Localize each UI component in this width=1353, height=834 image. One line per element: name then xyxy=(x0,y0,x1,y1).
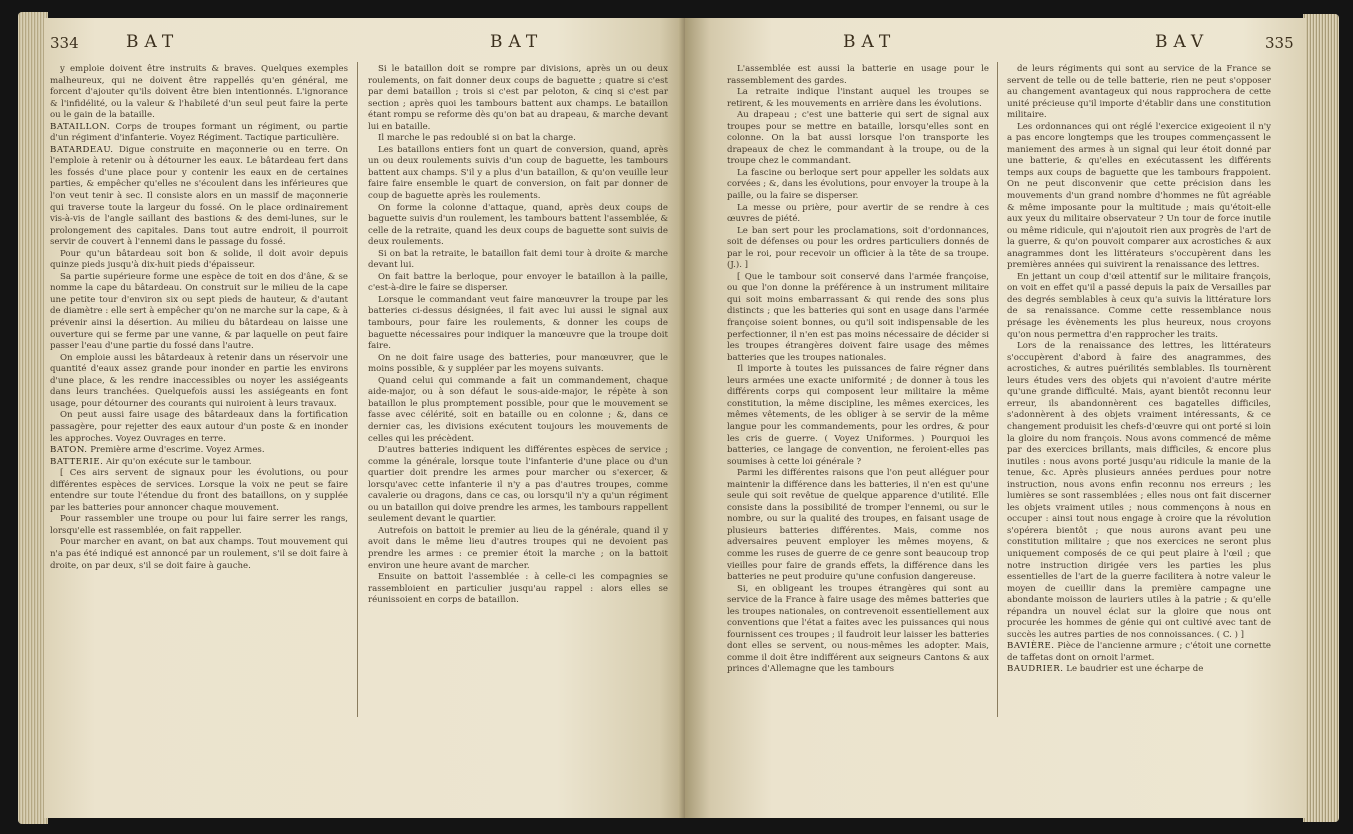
paragraph xyxy=(50,410,348,445)
paragraph xyxy=(368,572,668,607)
entry-headword: BATAILLON. xyxy=(50,121,111,132)
entry-headword: BATON. xyxy=(50,445,88,456)
column-rule xyxy=(997,62,998,717)
paragraph-text: L'assemblée est aussi la batterie en usage pour le rassemblement des gardes. xyxy=(727,64,989,86)
paragraph xyxy=(368,203,668,249)
paragraph-text: On forme la colonne d'attaque, quand, après deux coups de baguette suivis d'un roulement, les tambours battent l'assemblée, & celle de la retraite, quand les deux coups de baguette sont suivis de deux roulements. xyxy=(368,202,668,248)
paragraph-text: On peut aussi faire usage des bâtardeaux dans la fortification passagère, pour rejetter des eaux autour d'un poste & en inonder les approches. Voyez Ouvrages en terre. xyxy=(50,410,348,444)
paragraph xyxy=(50,353,348,411)
paragraph-text: Il importe à toutes les puissances de faire régner dans leurs armées une exacte uniformité ; de donner à tous les différents corps qui composent leur militaire la même constitution, la même discipline, les mêmes exercices, les mêmes vêtements, de les obliger à se servir de la même langue pour les commandements, pour les ordres, & pour les cris de guerre. ( Voyez Uniformes. ) Pourquoi les batteries, ce langage de convention, ne feroient-elles pas soumises à cette loi générale ? xyxy=(727,364,989,467)
paragraph-text: de leurs régiments qui sont au service de la France se servent de telle ou de telle batterie, rien ne peut s'opposer au changement avantageux qui nous rapprochera de cette unité précieuse qu'il importe d'établir dans une constitution militaire. xyxy=(1007,64,1271,121)
entry-headword: BAUDRIER. xyxy=(1007,664,1064,675)
paragraph xyxy=(1007,341,1271,641)
paragraph xyxy=(368,249,668,272)
paragraph xyxy=(50,445,348,457)
paragraph xyxy=(1007,272,1271,341)
paragraph xyxy=(368,145,668,203)
paragraph-text: Corps de troupes formant un régiment, ou partie d'un régiment d'infanterie. Voyez Régiment. Tactique particulière. xyxy=(50,121,348,144)
paragraph-text: La messe ou prière, pour avertir de se rendre à ces œuvres de piété. xyxy=(727,202,989,225)
paragraph-text: y emploie doivent être instruits & braves. Quelques exemples malheureux, qui ne doivent être rappellés qu'en général, me forcent d'ajouter qu'ils doivent être bien intentionnés. L'ignorance & l'infidélité, ou la valeur & l'habileté d'un seul peut faire la perte ou le gain de la bataille. xyxy=(50,64,348,121)
paragraph xyxy=(1007,64,1271,122)
paragraph-text: Pour rassembler une troupe ou pour lui faire serrer les rangs, lorsqu'elle est rassemblée, on fait rappeller. xyxy=(50,514,348,536)
paragraph-text: Si le bataillon doit se rompre par divisions, après un ou deux roulements, on fait donner deux coups de baguette ; quatre si c'est par demi bataillon ; trois si c'est par peloton, & cinq si c'est par section ; après quoi les tambours battent aux champs. Le bataillon étant rompu se reforme dès qu'on bat au drapeau, & marche devant lui en bataille. xyxy=(368,64,668,132)
left-page xyxy=(44,18,685,818)
paragraph xyxy=(727,226,989,272)
paragraph xyxy=(50,272,348,353)
paragraph-text: Les ordonnances qui ont réglé l'exercice exigeoient il n'y a pas encore longtemps que les troupes commençassent le maniement des armes à un signal qui leur étoit donné par une batterie, & qu'elles en exécutassent les différents temps aux coups de baguette que les tambours frappoient. On ne peut disconvenir que cette précision dans les mouvements d'un grand nombre d'hommes ne fût agréable & même imposante pour la multitude ; mais qu'étoit-elle aux yeux du militaire observateur ? Un tour de force inutile ou même ridicule, qui n'ajoutoit rien aux progrès de l'art de la guerre, & qu'on pouvoit comparer aux acrostiches & aux anagrammes dont les littérateurs s'occupèrent dans les premières années qui suivirent la renaissance des lettres. xyxy=(1007,121,1271,271)
paragraph xyxy=(368,353,668,376)
left-page-column-1 xyxy=(50,64,348,809)
page-number: 334 xyxy=(50,34,79,52)
paragraph xyxy=(50,122,348,145)
paragraph-text: Il marche le pas redoublé si on bat la charge. xyxy=(378,133,576,144)
book-edge-right xyxy=(1303,14,1339,822)
paragraph xyxy=(1007,664,1271,676)
paragraph xyxy=(50,537,348,572)
left-page-column-2 xyxy=(368,64,668,809)
right-page-column-1 xyxy=(727,64,989,809)
paragraph xyxy=(727,64,989,87)
paragraph-text: Ensuite on battoit l'assemblée : à celle-ci les compagnies se rassembloient en particulier jusqu'au rappel : alors elles se réunissoient en corps de bataillon. xyxy=(368,572,668,606)
paragraph-text: En jettant un coup d'œil attentif sur le militaire françois, on voit en effet qu'il a passé depuis la paix de Versailles par des degrés semblables à ceux qu'a suivis la littérature lors de sa renaissance. Comme cette ressemblance nous présage les évènements les plus heureux, nous croyons qu'on nous permettra d'en rapprocher les traits. xyxy=(1007,271,1271,340)
running-header-right: BAT xyxy=(490,32,544,52)
paragraph-text: Le baudrier est une écharpe de xyxy=(1063,664,1204,675)
paragraph-text: Parmi les différentes raisons que l'on peut alléguer pour maintenir la différence dans les batteries, il n'en est qu'une seule qui soit revêtue de quelque apparence d'utilité. Elle consiste dans la possibilité de tromper l'ennemi, ou sur le nombre, ou sur la qualité des troupes, en faisant usage de plusieurs batteries différentes. Mais, comme nos adversaires peuvent employer les mêmes moyens, & comme les ruses de guerre de ce genre sont beaucoup trop vieilles pour faire de grands effets, la différence dans les batteries ne peut produire qu'une confusion dangereuse. xyxy=(727,468,989,583)
right-page xyxy=(685,18,1305,818)
paragraph xyxy=(727,87,989,110)
paragraph-text: La fascine ou berloque sert pour appeller les soldats aux corvées ; &, dans les évolutions, pour envoyer la troupe à la paille, ou la faire se disperser. xyxy=(727,167,989,202)
paragraph-text: [ Que le tambour soit conservé dans l'armée françoise, ou que l'on donne la préférence à un instrument militaire qui soit moins embarrassant & qui rende des sons plus distincts ; que les batteries qui sont en usage dans l'armée françoise soient bonnes, ou qu'il soit indispensable de les perfectionner, il n'en est pas moins nécessaire de décider si les troupes étrangères doivent faire usage des mêmes batteries que les troupes nationales. xyxy=(727,271,989,363)
paragraph xyxy=(368,445,668,526)
paragraph-text: Autrefois on battoit le premier au lieu de la générale, quand il y avoit dans le même lieu d'autres troupes qui ne devoient pas prendre les armes : ce premier étoit la marche ; on la battoit environ une heure avant de marcher. xyxy=(368,525,668,571)
running-header-left: BAT xyxy=(126,32,180,52)
paragraph xyxy=(50,468,348,514)
paragraph-text: D'autres batteries indiquent les différentes espèces de service ; comme la générale, lorsque toute l'infanterie d'une place ou d'un quartier doit prendre les armes pour marcher ou s'exercer, & lorsqu'avec cette infanterie il n'y a pas d'autres troupes, comme cavalerie ou dragons, dans ce cas, ou lorsqu'il n'y a qu'un régiment ou un bataillon qui doive prendre les armes, les tambours rappellent seulement devant le quartier. xyxy=(368,445,668,525)
paragraph xyxy=(50,145,348,249)
paragraph-text: Pièce de l'ancienne armure ; c'étoit une cornette de taffetas dont on ornoit l'armet. xyxy=(1007,641,1271,663)
paragraph-text: On emploie aussi les bâtardeaux à retenir dans un réservoir une quantité d'eaux assez grande pour inonder en partie les environs d'une place, & les rendre inaccessibles ou noyer les assiégeants dans leurs tranchées. Quelquefois aussi les assiégeants en font usage, pour détourner des courants qui nuiroient à leurs travaux. xyxy=(50,352,348,409)
paragraph-text: Si on bat la retraite, le bataillon fait demi tour à droite & marche devant lui. xyxy=(368,248,668,271)
paragraph-text: [ Ces airs servent de signaux pour les évolutions, ou pour différentes espèces de services. Lorsque la voix ne peut se faire entendre sur toute l'étendue du front des bataillons, on y supplée par les batteries pour annoncer chaque mouvement. xyxy=(50,468,348,513)
paragraph-text: Sa partie supérieure forme une espèce de toit en dos d'âne, & se nomme la cape du bâtardeau. On construit sur le milieu de la cape une petite tour d'environ six ou sept pieds de hauteur, & d'autant de diamètre : elle sert à empêcher qu'on ne marche sur la cape, & à prévenir ainsi la désertion. Au milieu du bâtardeau on laisse une ouverture qui se ferme par une vanne, & par laquelle on peut faire passer l'eau d'une partie du fossé dans l'autre. xyxy=(50,271,348,352)
paragraph xyxy=(368,64,668,133)
paragraph xyxy=(368,526,668,572)
paragraph-text: Digue construite en maçonnerie ou en terre. On l'emploie à retenir ou à détourner les eaux. Le bâtardeau fert dans les fossés d'une place pour y contenir les eaux en de certaines parties, & empêcher qu'elles ne s'écoulent dans les inférieures que l'on veut tenir à sec. Il consiste alors en un massif de maçonnerie qui traverse toute la largeur du fossé. On le place ordinairement vis-à-vis de l'angle saillant des bastions & des demi-lunes, sur le prolongement des capitales. Dans tout autre endroit, il pourroit servir de couvert à l'ennemi dans le passage du fossé. xyxy=(50,144,348,248)
running-header-right: BAV xyxy=(1155,32,1210,52)
paragraph-text: Air qu'on exécute sur le tambour. xyxy=(103,456,252,467)
paragraph xyxy=(727,584,989,676)
paragraph xyxy=(50,457,348,469)
paragraph xyxy=(1007,641,1271,664)
running-header-left: BAT xyxy=(843,32,897,52)
entry-headword: BATARDEAU. xyxy=(50,144,114,155)
paragraph-text: Quand celui qui commande a fait un commandement, chaque aide-major, ou à son défaut le sous-aide-major, le répète à son bataillon le plus promptement possible, pour que le mouvement se fasse avec célérité, soit en bataille ou en colonne ; &, dans ce dernier cas, les divisions exécutent toujours les mouvements de celles qui les précèdent. xyxy=(368,375,668,444)
right-page-column-2 xyxy=(1007,64,1271,809)
paragraph xyxy=(1007,122,1271,272)
paragraph-text: La retraite indique l'instant auquel les troupes se retirent, & les mouvements en arrière dans les évolutions. xyxy=(727,87,989,109)
paragraph xyxy=(50,514,348,537)
paragraph-text: On fait battre la berloque, pour envoyer le bataillon à la paille, c'est-à-dire le faire se disperser. xyxy=(368,271,668,294)
page-number: 335 xyxy=(1265,34,1294,52)
paragraph-text: On ne doit faire usage des batteries, pour manœuvrer, que le moins possible, & y suppléer par les moyens suivants. xyxy=(368,352,668,375)
paragraph-text: Les bataillons entiers font un quart de conversion, quand, après un ou deux roulements suivis d'un coup de baguette, les tambours battent aux champs. S'il y a plus d'un bataillon, & qu'on veuille leur faire faire ensemble le quart de conversion, on fait par donner de coup de baguette après les roulements. xyxy=(368,144,668,202)
paragraph xyxy=(727,364,989,468)
paragraph-text: Pour marcher en avant, on bat aux champs. Tout mouvement qui n'a pas été indiqué est annoncé par un roulement, s'il se doit faire à droite, on par deux, s'il se doit faire à gauche. xyxy=(50,537,348,571)
column-rule xyxy=(357,62,358,717)
paragraph xyxy=(368,295,668,353)
paragraph xyxy=(368,272,668,295)
paragraph xyxy=(368,376,668,445)
entry-headword: BATTERIE. xyxy=(50,456,104,467)
paragraph-text: Si, en obligeant les troupes étrangères qui sont au service de la France à faire usage des mêmes batteries que les troupes nationales, on contrevenoit essentiellement aux conventions que l'état a faites avec les puissances qui nous fournissent ces troupes ; il faudroit leur laisser les batteries dont elles se servent, ou nous-mêmes les adopter. Mais, comme il doit être indifférent aux seigneurs Cantons & aux princes d'Allemagne que les tambours xyxy=(727,583,989,675)
paragraph xyxy=(368,133,668,145)
paragraph xyxy=(50,249,348,272)
paragraph xyxy=(727,110,989,168)
paragraph xyxy=(50,64,348,122)
paragraph-text: Première arme d'escrime. Voyez Armes. xyxy=(87,445,265,456)
paragraph-text: Le ban sert pour les proclamations, soit d'ordonnances, soit de défenses ou pour les ordres particuliers donnés de par le roi, pour recevoir un officier à la tête de sa troupe. (J.). ] xyxy=(727,225,989,271)
paragraph xyxy=(727,168,989,203)
paragraph xyxy=(727,272,989,364)
paragraph-text: Lors de la renaissance des lettres, les littérateurs s'occupèrent d'abord à faire des anagrammes, des acrostiches, & autres puérilités semblables. Ils tournèrent leurs études vers des objets qui n'avoient d'autre mérite qu'une grande difficulté. Mais, ayant bientôt reconnu leur erreur, ils abandonnèrent ces bagatelles difficiles, s'adonnèrent à des objets vraiment intéressants, & ce changement produisit les chefs-d'œuvre qui ont porté si loin la gloire du nom françois. Nous avons commencé de même par des exercices brillants, mais difficiles, & encore plus inutiles : nous avons porté jusqu'au ridicule la manie de la tenue, &c. Après plusieurs années perdues pour notre instruction, nous avons enfin reconnu nos erreurs ; les lumières se sont rassemblées ; elles nous ont fait discerner les objets vraiment utiles ; nous commençons à nous en occuper : ainsi tout nous engage à croire que la révolution s'opérera bientôt ; que nous aurons avant peu une constitution militaire ; que nos exercices ne seront plus uniquement composés de ce qui peut plaire à l'œil ; que notre instruction dirigée vers les parties les plus essentielles de l'art de la guerre facilitera à notre valeur le moyen de cueillir dans la première campagne une abondante moisson de lauriers utiles à la patrie ; & qu'elle répandra un nouvel éclat sur la gloire que nous ont procurée les hommes de génie qui ont cultivé avec tant de succès les autres parties de nos connoissances. ( C. ) ] xyxy=(1007,341,1271,640)
paragraph xyxy=(727,468,989,583)
entry-headword: BAVIÈRE. xyxy=(1007,641,1055,652)
paragraph-text: Pour qu'un bâtardeau soit bon & solide, il doit avoir depuis quinze pieds jusqu'à dix-huit pieds d'épaisseur. xyxy=(50,248,348,271)
paragraph-text: Au drapeau ; c'est une batterie qui sert de signal aux troupes pour se mettre en bataille, lorsqu'elles sont en colonne. On la bat aussi lorsque l'on transporte les drapeaux de chez le commandant à la troupe, ou de la troupe chez le commandant. xyxy=(727,110,989,167)
paragraph xyxy=(727,203,989,226)
paragraph-text: Lorsque le commandant veut faire manœuvrer la troupe par les batteries ci-dessus désignées, il fait avec lui aussi le signal aux tambours, pour faire les roulements, & donner les coups de baguette nécessaires pour indiquer la manœuvre que la troupe doit faire. xyxy=(368,294,668,352)
